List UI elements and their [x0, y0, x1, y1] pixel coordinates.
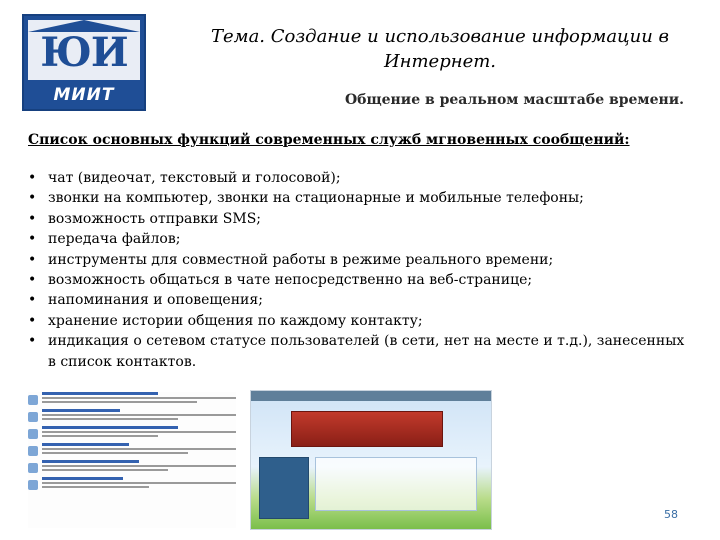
institute-logo: [22, 14, 146, 111]
result-entry: [28, 477, 236, 488]
slide-title: Тема. Создание и использование информации в Интернет.: [210, 26, 669, 72]
result-entry: [28, 443, 236, 454]
list-item: • звонки на компьютер, звонки на стационарные и мобильные телефоны;: [28, 188, 688, 208]
logo-wordmark: МИИТ: [53, 85, 115, 105]
browser-bar: [251, 391, 491, 401]
list-item: • возможность отправки SMS;: [28, 209, 688, 229]
list-item: • хранение истории общения по каждому контакту;: [28, 311, 688, 331]
result-entry: [28, 392, 236, 403]
list-item: • напоминания и оповещения;: [28, 290, 688, 310]
result-entry: [28, 426, 236, 437]
functions-heading: Список основных функций современных служб мгновенных сообщений:: [28, 132, 630, 148]
logo-letters: ЮИ: [40, 29, 128, 76]
list-item: • чат (видеочат, текстовый и голосовой);: [28, 168, 688, 188]
site-banner: [291, 411, 443, 447]
site-panel: [315, 457, 477, 511]
site-icon: [28, 429, 38, 439]
site-icon: [28, 480, 38, 490]
website-screenshot: [250, 390, 492, 530]
site-icon: [28, 446, 38, 456]
site-icon: [28, 395, 38, 405]
list-item: • возможность общаться в чате непосредственно на веб-странице;: [28, 270, 688, 290]
result-entry: [28, 460, 236, 471]
page-number: 58: [664, 508, 678, 521]
result-entry: [28, 409, 236, 420]
logo-emblem: [28, 20, 140, 80]
functions-list: [28, 168, 688, 372]
site-icon: [28, 412, 38, 422]
search-results-screenshot: [28, 392, 236, 528]
slide-subtitle: Общение в реальном масштабе времени.: [344, 92, 684, 108]
site-icon: [28, 463, 38, 473]
list-item: • передача файлов;: [28, 229, 688, 249]
site-sidebar: [259, 457, 309, 519]
list-item: • инструменты для совместной работы в режиме реального времени;: [28, 250, 688, 270]
list-item: • индикация о сетевом статусе пользователей (в сети, нет на месте и т.д.), занесенных в список контактов.: [28, 331, 688, 372]
